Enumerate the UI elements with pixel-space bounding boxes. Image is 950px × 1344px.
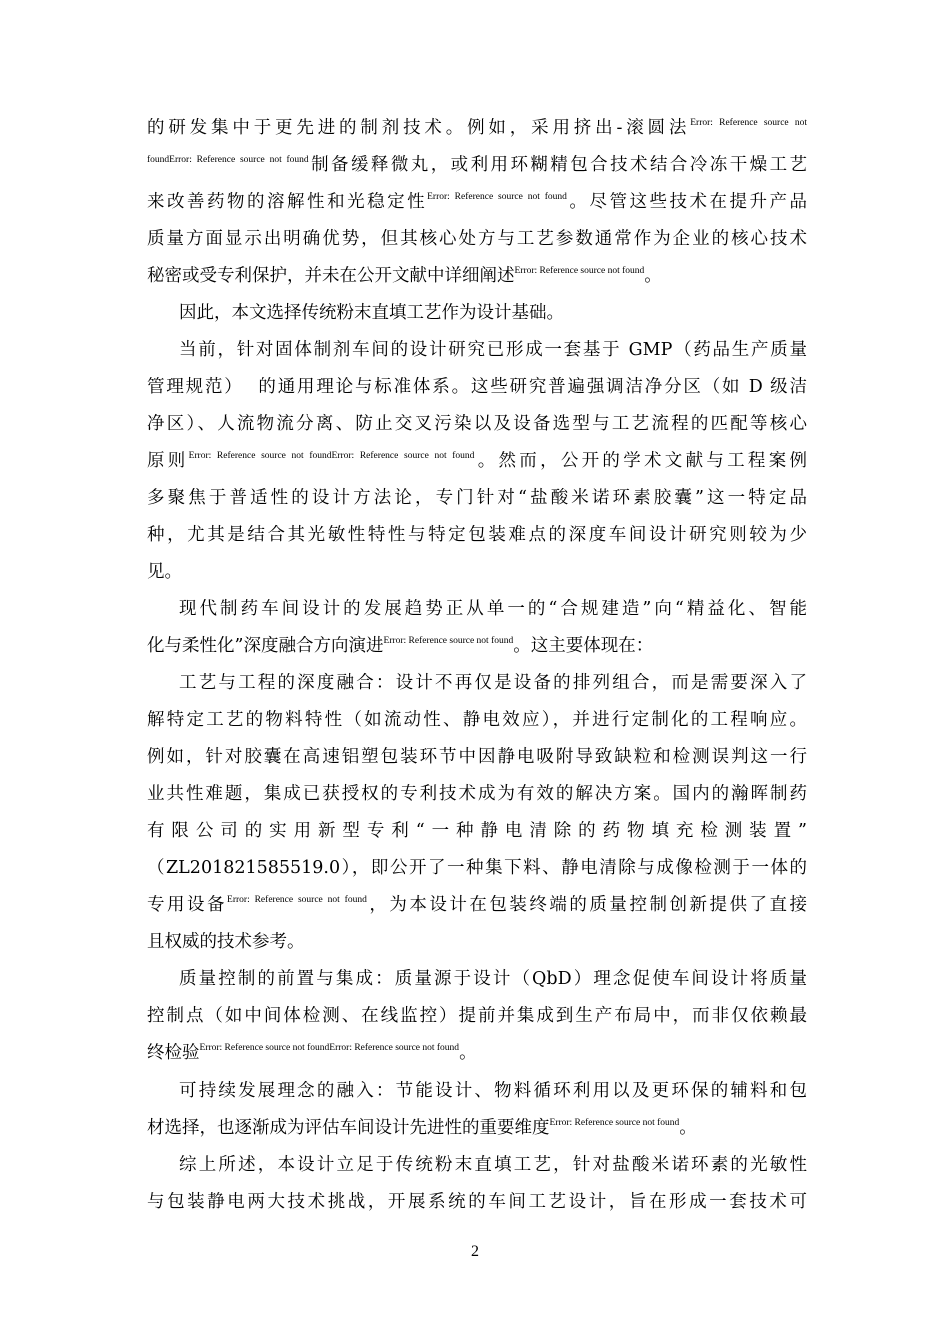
reference-error: Error: Reference source not found bbox=[383, 636, 514, 646]
reference-error: found bbox=[147, 155, 170, 165]
paragraph-line: 现代制药车间设计的发展趋势正从单一的“合规建造”向“精益化、智能 bbox=[179, 599, 807, 619]
paragraph-line: 当前，针对固体制剂车间的设计研究已形成一套基于 GMP（药品生产质量 bbox=[179, 340, 807, 360]
paragraph-line: 工艺与工程的深度融合：设计不再仅是设备的排列组合，而是需要深入了 bbox=[179, 673, 807, 693]
reference-error: Error: Reference source not bbox=[690, 118, 807, 128]
paragraph-line: $^{foundError: Reference source not found}$制备缓释微丸，或利用环糊精包合技术结合冷冻干燥工艺 bbox=[147, 155, 808, 175]
paragraph-line: 化与柔性化”深度融合方向演进$^{Error: Reference source not found}$。这主要体现在： bbox=[147, 636, 654, 656]
paragraph-line: 来改善药物的溶解性和光稳定性$^{Error: Reference source not found}$。尽管这些技术在提升产品 bbox=[147, 192, 808, 212]
paragraph-line: 综上所述，本设计立足于传统粉末直填工艺，针对盐酸米诺环素的光敏性 bbox=[179, 1155, 807, 1175]
paragraph-line: 终检验$^{Error: Reference source not foundError: Reference source not found}$。 bbox=[147, 1043, 477, 1063]
paragraph-line: 材选择，也逐渐成为评估车间设计先进性的重要维度$^{Error: Reference source not found}$。 bbox=[147, 1118, 697, 1138]
paragraph-line: 因此，本文选择传统粉末直填工艺作为设计基础。 bbox=[179, 303, 564, 323]
reference-error: Error: Reference source not found bbox=[427, 192, 567, 202]
page-number: 2 bbox=[471, 1243, 479, 1260]
paragraph-line: 管理规范） 的通用理论与标准体系。这些研究普遍强调洁净分区（如 D 级洁 bbox=[147, 377, 807, 397]
paragraph-line: 原则$^{Error: Reference source not foundError: Reference source not found}$。然而，公开的学术文献与工程案例 bbox=[147, 451, 807, 471]
paragraph-line: 秘密或受专利保护，并未在公开文献中详细阐述$^{Error: Reference source not found}$。 bbox=[147, 266, 662, 286]
paragraph-line: 解特定工艺的物料特性（如流动性、静电效应），并进行定制化的工程响应。 bbox=[147, 710, 807, 730]
paragraph-line: （ZL201821585519.0），即公开了一种集下料、静电清除与成像检测于一体的 bbox=[147, 858, 807, 878]
reference-error: Error: Reference source not found bbox=[514, 266, 645, 276]
paragraph-line: 与包装静电两大技术挑战，开展系统的车间工艺设计，旨在形成一套技术可 bbox=[147, 1192, 807, 1212]
reference-error: Error: Reference source not found bbox=[331, 451, 475, 461]
paragraph-line: 业共性难题，集成已获授权的专利技术成为有效的解决方案。国内的瀚晖制药 bbox=[147, 784, 807, 804]
paragraph-line: 专用设备$^{Error: Reference source not found}$，为本设计在包装终端的质量控制创新提供了直接 bbox=[147, 895, 808, 915]
paragraph-line: 的研发集中于更先进的制剂技术。例如，采用挤出-滚圆法$^{Error: Reference source not}$ bbox=[147, 118, 807, 138]
reference-error: Error: Reference source not found bbox=[188, 451, 332, 461]
paragraph-line: 质量控制的前置与集成：质量源于设计（QbD）理念促使车间设计将质量 bbox=[179, 969, 807, 989]
paragraph-line: 种，尤其是结合其光敏性特性与特定包装难点的深度车间设计研究则较为少 bbox=[147, 525, 807, 545]
paragraph-line: 控制点（如中间体检测、在线监控）提前并集成到生产布局中，而非仅依赖最 bbox=[147, 1006, 807, 1026]
paragraph-line: 有限公司的实用新型专利“一种静电清除的药物填充检测装置” bbox=[147, 821, 807, 841]
reference-error: Error: Reference source not found bbox=[169, 155, 309, 165]
paragraph-line: 可持续发展理念的融入：节能设计、物料循环利用以及更环保的辅料和包 bbox=[179, 1081, 807, 1101]
paragraph-line: 净区）、人流物流分离、防止交叉污染以及设备选型与工艺流程的匹配等核心 bbox=[147, 414, 807, 434]
paragraph-line: 且权威的技术参考。 bbox=[147, 932, 305, 952]
reference-error: Error: Reference source not found bbox=[549, 1118, 680, 1128]
reference-error: Error: Reference source not found bbox=[227, 895, 367, 905]
reference-error: Error: Reference source not found bbox=[199, 1043, 330, 1053]
reference-error: Error: Reference source not found bbox=[329, 1043, 460, 1053]
paragraph-line: 多聚焦于普适性的设计方法论，专门针对“盐酸米诺环素胶囊”这一特定品 bbox=[147, 488, 807, 508]
paragraph-line: 例如，针对胶囊在高速铝塑包装环节中因静电吸附导致缺粒和检测误判这一行 bbox=[147, 747, 807, 767]
paragraph-line: 质量方面显示出明确优势，但其核心处方与工艺参数通常作为企业的核心技术 bbox=[147, 229, 807, 249]
paragraph-line: 见。 bbox=[147, 562, 182, 582]
